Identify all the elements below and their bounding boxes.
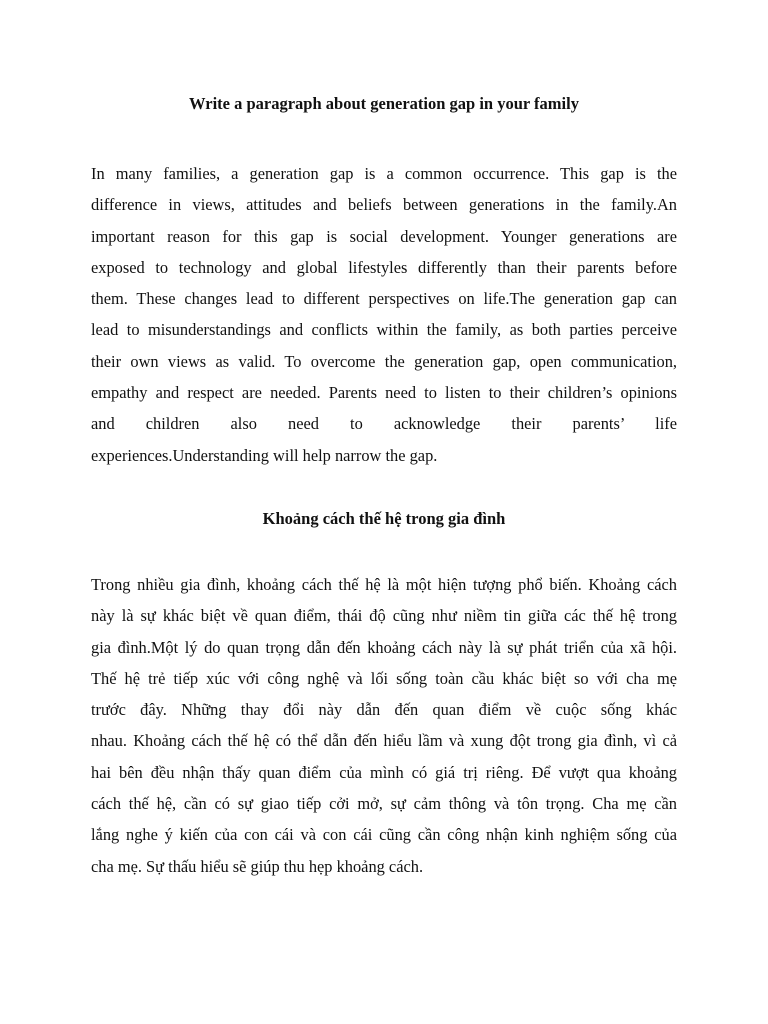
paragraph-line: In many families, a generation gap is a common occurrence. This gap is the — [91, 164, 677, 183]
paragraph-line: cách thế hệ, cần có sự giao tiếp cởi mở, sự cảm thông và tôn trọng. Cha mẹ cần — [91, 794, 677, 814]
paragraph-line: này là sự khác biệt về quan điểm, thái độ cũng như niềm tin giữa các thế hệ trong — [91, 606, 677, 626]
paragraph-line: their own views as valid. To overcome the generation gap, open communication, — [91, 351, 677, 371]
paragraph-line: Thế hệ trẻ tiếp xúc với công nghệ và lối sống toàn cầu khác biệt so với cha mẹ — [91, 668, 677, 688]
paragraph-line: them. These changes lead to different perspectives on life.The generation gap can — [91, 289, 677, 309]
title-english: Write a paragraph about generation gap in your family — [189, 94, 579, 113]
paragraph-line: exposed to technology and global lifestyles differently than their parents before — [91, 257, 677, 277]
paragraph-line: important reason for this gap is social development. Younger generations are — [91, 226, 677, 246]
paragraph-line: lắng nghe ý kiến của con cái và con cái cũng cần công nhận kinh nghiệm sống của — [91, 825, 677, 845]
paragraph-line: gia đình.Một lý do quan trọng dẫn đến khoảng cách này là sự phát triển của xã hội. — [91, 637, 677, 657]
paragraph-line: cha mẹ. Sự thấu hiểu sẽ giúp thu hẹp khoảng cách. — [91, 856, 424, 876]
paragraph-line: hai bên đều nhận thấy quan điểm của mình có giá trị riêng. Để vượt qua khoảng — [91, 762, 677, 782]
title-vietnamese: Khoảng cách thế hệ trong gia đình — [262, 508, 506, 528]
paragraph-line: trước đây. Những thay đổi này dẫn đến quan điểm về cuộc sống khác — [91, 700, 677, 720]
document-page — [91, 92, 677, 882]
paragraph-line: empathy and respect are needed. Parents need to listen to their children’s opinions — [91, 383, 677, 403]
paragraph-vietnamese — [91, 569, 677, 882]
paragraph-line: nhau. Khoảng cách thế hệ có thể dẫn đến hiểu lầm và xung đột trong gia đình, vì cả — [91, 731, 677, 751]
paragraph-line: and children also need to acknowledge their parents’ life — [91, 414, 677, 434]
paragraph-line: experiences.Understanding will help narrow the gap. — [91, 445, 438, 465]
paragraph-line: Trong nhiều gia đình, khoảng cách thế hệ là một hiện tượng phổ biến. Khoảng cách — [91, 574, 677, 594]
paragraph-line: lead to misunderstandings and conflicts within the family, as both parties perceive — [91, 320, 677, 340]
paragraph-english — [91, 158, 677, 471]
paragraph-line: difference in views, attitudes and beliefs between generations in the family.An — [91, 195, 677, 215]
